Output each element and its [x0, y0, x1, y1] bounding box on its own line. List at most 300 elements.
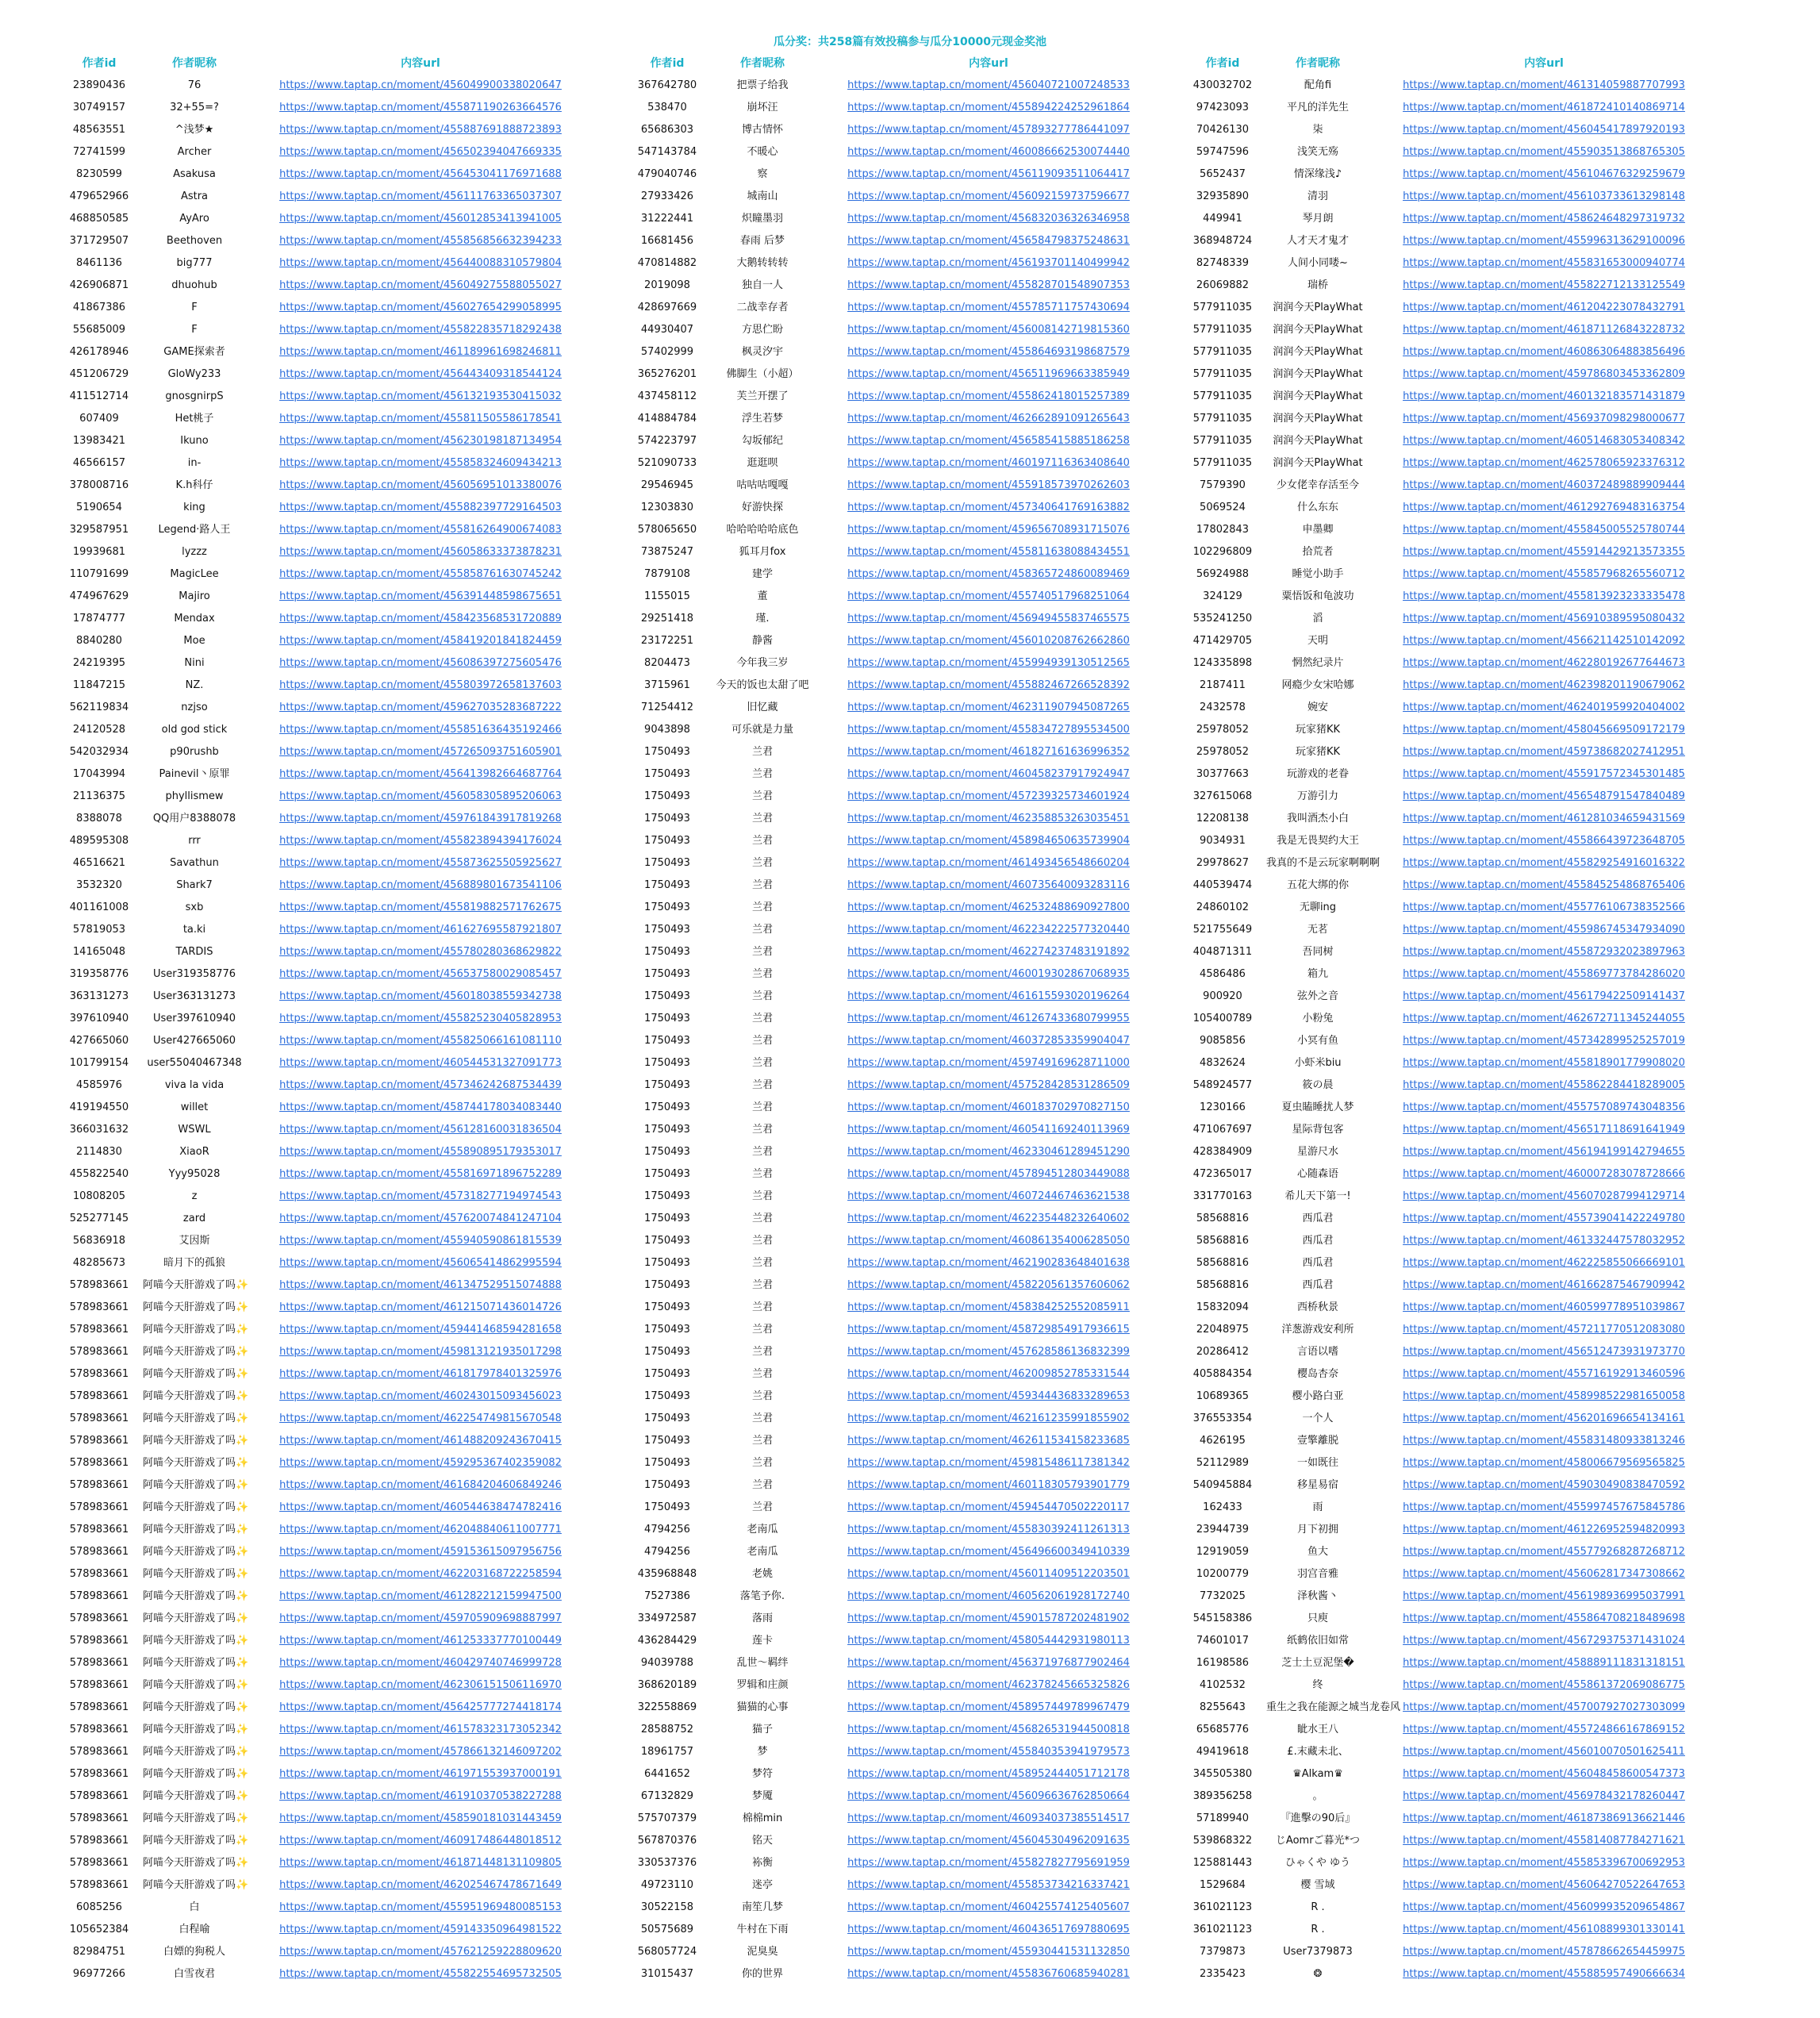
content-url-link[interactable]: https://www.taptap.cn/moment/459454470502220117	[847, 1501, 1130, 1513]
content-url-link[interactable]: https://www.taptap.cn/moment/455918573970262603	[847, 479, 1130, 491]
content-url-link[interactable]: https://www.taptap.cn/moment/458889111831318151	[1403, 1657, 1685, 1669]
content-url-link[interactable]: https://www.taptap.cn/moment/460861354006285050	[847, 1235, 1130, 1247]
content-url-link[interactable]: https://www.taptap.cn/moment/462254749815670548	[279, 1413, 562, 1424]
content-url-link[interactable]: https://www.taptap.cn/moment/456064270522647653	[1403, 1879, 1685, 1891]
content-url-link[interactable]: https://www.taptap.cn/moment/456049275588055027	[279, 279, 562, 291]
content-url-link[interactable]: https://www.taptap.cn/moment/456045304962091635	[847, 1835, 1130, 1847]
content-url-link[interactable]: https://www.taptap.cn/moment/455996313629100096	[1403, 235, 1685, 247]
content-url-link[interactable]: https://www.taptap.cn/moment/455831653000940774	[1403, 257, 1685, 269]
content-url-link[interactable]: https://www.taptap.cn/moment/455834727895534500	[847, 724, 1130, 736]
content-url-link[interactable]: https://www.taptap.cn/moment/455882397729164503	[279, 502, 562, 513]
content-url-link[interactable]: https://www.taptap.cn/moment/458957449789967479	[847, 1701, 1130, 1713]
content-url-link[interactable]: https://www.taptap.cn/moment/461871448131109805	[279, 1857, 562, 1869]
content-url-link[interactable]: https://www.taptap.cn/moment/461578323173052342	[279, 1724, 562, 1735]
content-url-link[interactable]: https://www.taptap.cn/moment/456096636762850664	[847, 1790, 1130, 1802]
content-url-link[interactable]: https://www.taptap.cn/moment/459344436833289653	[847, 1390, 1130, 1402]
table-row	[624, 341, 1163, 363]
content-url-link[interactable]: https://www.taptap.cn/moment/455861372069086775	[1403, 1679, 1685, 1691]
content-url-link[interactable]: https://www.taptap.cn/moment/460019302867068935	[847, 968, 1130, 980]
content-url-link[interactable]: https://www.taptap.cn/moment/455825066161081110	[279, 1035, 562, 1047]
content-url-link[interactable]: https://www.taptap.cn/moment/455856856632394233	[279, 235, 562, 247]
content-url-link[interactable]: https://www.taptap.cn/moment/455917572345301485	[1403, 768, 1685, 780]
content-url-link[interactable]: https://www.taptap.cn/moment/460132183571431879	[1403, 390, 1685, 402]
content-url-link[interactable]: https://www.taptap.cn/moment/455853396700692953	[1403, 1857, 1685, 1869]
content-url-link[interactable]: https://www.taptap.cn/moment/461215071436014726	[279, 1301, 562, 1313]
content-url-link[interactable]: https://www.taptap.cn/moment/456443409318544124	[279, 368, 562, 380]
content-url-link[interactable]: https://www.taptap.cn/moment/458045669509172179	[1403, 724, 1685, 736]
content-url-link[interactable]: https://www.taptap.cn/moment/456832036326346958	[847, 213, 1130, 225]
content-url-link[interactable]: https://www.taptap.cn/moment/457620074841247104	[279, 1213, 562, 1224]
content-url-link[interactable]: https://www.taptap.cn/moment/460863064883856496	[1403, 346, 1685, 358]
content-url-link[interactable]: https://www.taptap.cn/moment/460735640093283116	[847, 879, 1130, 891]
content-url-link[interactable]: https://www.taptap.cn/moment/459738682027412951	[1403, 746, 1685, 758]
content-url-link[interactable]: https://www.taptap.cn/moment/455997457675845786	[1403, 1501, 1685, 1513]
content-url-link[interactable]: https://www.taptap.cn/moment/457342899525257019	[1403, 1035, 1685, 1047]
content-url-link[interactable]: https://www.taptap.cn/moment/461873869136621446	[1403, 1812, 1685, 1824]
author-nick-cell: p90rushb	[170, 746, 219, 758]
content-url-link[interactable]: https://www.taptap.cn/moment/458952444051712178	[847, 1768, 1130, 1780]
author-id-cell: 65686303	[640, 124, 694, 136]
content-url-link[interactable]: https://www.taptap.cn/moment/460425574125405607	[847, 1901, 1130, 1913]
content-url-link[interactable]: https://www.taptap.cn/moment/458423568531720889	[279, 613, 562, 625]
content-url-link[interactable]: https://www.taptap.cn/moment/458729854917936615	[847, 1324, 1130, 1336]
content-url-link[interactable]: https://www.taptap.cn/moment/455882467266528392	[847, 679, 1130, 691]
content-url-link[interactable]: https://www.taptap.cn/moment/456018038559342738	[279, 990, 562, 1002]
content-url-link[interactable]: https://www.taptap.cn/moment/458006679569565825	[1403, 1457, 1685, 1469]
content-url-link[interactable]: https://www.taptap.cn/moment/456193701140499942	[847, 257, 1130, 269]
content-url-link[interactable]: https://www.taptap.cn/moment/460599778951039867	[1403, 1301, 1685, 1313]
content-url-link[interactable]: https://www.taptap.cn/moment/461971553937000191	[279, 1768, 562, 1780]
content-url-link[interactable]: https://www.taptap.cn/moment/462048840611007771	[279, 1524, 562, 1536]
content-url-link[interactable]: https://www.taptap.cn/moment/455830392411261313	[847, 1524, 1130, 1536]
content-url-link[interactable]: https://www.taptap.cn/moment/459656708931715076	[847, 524, 1130, 536]
author-nick-cell: GAME探索者	[163, 346, 225, 358]
content-url-link[interactable]: https://www.taptap.cn/moment/455803972658137603	[279, 679, 562, 691]
content-url-link[interactable]: https://www.taptap.cn/moment/462578065923376312	[1403, 457, 1685, 469]
content-url-link[interactable]: https://www.taptap.cn/moment/455858324609434213	[279, 457, 562, 469]
content-url-link[interactable]: https://www.taptap.cn/moment/462378245665325826	[847, 1679, 1130, 1691]
content-url-link[interactable]: https://www.taptap.cn/moment/455869773784286020	[1403, 968, 1685, 980]
content-url-link[interactable]: https://www.taptap.cn/moment/456496600349410339	[847, 1546, 1130, 1558]
content-url-link[interactable]: https://www.taptap.cn/moment/459143350964981522	[279, 1924, 562, 1935]
content-url-link[interactable]: https://www.taptap.cn/moment/459295367402359082	[279, 1457, 562, 1469]
content-url-link[interactable]: https://www.taptap.cn/moment/459627035283687222	[279, 701, 562, 713]
content-url-link[interactable]: https://www.taptap.cn/moment/455836760685940281	[847, 1968, 1130, 1980]
content-url-link[interactable]: https://www.taptap.cn/moment/457893277786441097	[847, 124, 1130, 136]
content-url-link[interactable]: https://www.taptap.cn/moment/456027654299058995	[279, 302, 562, 313]
content-url-link[interactable]: https://www.taptap.cn/moment/456201696654134161	[1403, 1413, 1685, 1424]
content-url-link[interactable]: https://www.taptap.cn/moment/456010070501625411	[1403, 1746, 1685, 1758]
content-url-link[interactable]: https://www.taptap.cn/moment/460562061928172740	[847, 1590, 1130, 1602]
content-url-link[interactable]: https://www.taptap.cn/moment/460917486448018512	[279, 1835, 562, 1847]
content-url-link[interactable]: https://www.taptap.cn/moment/455816971896752289	[279, 1168, 562, 1180]
content-url-link[interactable]: https://www.taptap.cn/moment/456048458600547373	[1403, 1768, 1685, 1780]
content-url-link[interactable]: https://www.taptap.cn/moment/456045417897920193	[1403, 124, 1685, 136]
content-url-link[interactable]: https://www.taptap.cn/moment/455845254868765406	[1403, 879, 1685, 891]
content-url-link[interactable]: https://www.taptap.cn/moment/456119093511064417	[847, 168, 1130, 180]
content-url-link[interactable]: https://www.taptap.cn/moment/456058633373878231	[279, 546, 562, 558]
content-url-link[interactable]: https://www.taptap.cn/moment/457007927027303099	[1403, 1701, 1685, 1713]
content-url-link[interactable]: https://www.taptap.cn/moment/456511969663385949	[847, 368, 1130, 380]
content-url-link[interactable]: https://www.taptap.cn/moment/460243015093456023	[279, 1390, 562, 1402]
content-url-link[interactable]: https://www.taptap.cn/moment/459015787202481902	[847, 1612, 1130, 1624]
content-url-link[interactable]: https://www.taptap.cn/moment/457621259228809620	[279, 1946, 562, 1958]
content-url-link[interactable]: https://www.taptap.cn/moment/457211770512083080	[1403, 1324, 1685, 1336]
content-url-link[interactable]: https://www.taptap.cn/moment/461488209243670415	[279, 1435, 562, 1447]
content-url-link[interactable]: https://www.taptap.cn/moment/460007283078728666	[1403, 1168, 1685, 1180]
content-url-link[interactable]: https://www.taptap.cn/moment/460724467463621538	[847, 1190, 1130, 1202]
content-url-link[interactable]: https://www.taptap.cn/moment/457318277194974543	[279, 1190, 562, 1202]
content-url-link[interactable]: https://www.taptap.cn/moment/457628586136832399	[847, 1346, 1130, 1358]
content-url-link[interactable]: https://www.taptap.cn/moment/456910389595080432	[1403, 613, 1685, 625]
content-url-link[interactable]: https://www.taptap.cn/moment/455822835718292438	[279, 324, 562, 336]
content-url-link[interactable]: https://www.taptap.cn/moment/462330461289451290	[847, 1146, 1130, 1158]
author-id-cell: 578983661	[69, 1524, 129, 1536]
content-url-link[interactable]: https://www.taptap.cn/moment/455840353941979573	[847, 1746, 1130, 1758]
content-url-link[interactable]: https://www.taptap.cn/moment/462203168722258594	[279, 1568, 562, 1580]
content-url-link[interactable]: https://www.taptap.cn/moment/460372489889909444	[1403, 479, 1685, 491]
content-url-link[interactable]: https://www.taptap.cn/moment/455822554695732505	[279, 1968, 562, 1980]
content-url-cell	[246, 497, 595, 519]
content-url-link[interactable]: https://www.taptap.cn/moment/457239325734601924	[847, 790, 1130, 802]
content-url-link[interactable]: https://www.taptap.cn/moment/455994939130512565	[847, 657, 1130, 669]
content-url-link[interactable]: https://www.taptap.cn/moment/456008142719815360	[847, 324, 1130, 336]
content-url-link[interactable]: https://www.taptap.cn/moment/461267433680799955	[847, 1013, 1130, 1024]
author-nick-cell: 今年我三岁	[736, 657, 789, 669]
content-url-link[interactable]: https://www.taptap.cn/moment/456012853413941005	[279, 213, 562, 225]
content-url-link[interactable]: https://www.taptap.cn/moment/455827827795691959	[847, 1857, 1130, 1869]
content-url-link[interactable]: https://www.taptap.cn/moment/456889801673541106	[279, 879, 562, 891]
content-url-link[interactable]: https://www.taptap.cn/moment/459441468594281658	[279, 1324, 562, 1336]
content-url-link[interactable]: https://www.taptap.cn/moment/456425777274418174	[279, 1701, 562, 1713]
author-nick-cell: ta.ki	[182, 924, 206, 936]
content-url-cell	[814, 1008, 1163, 1030]
content-url-link[interactable]: https://www.taptap.cn/moment/455903513868765305	[1403, 146, 1685, 158]
content-url-link[interactable]: https://www.taptap.cn/moment/456065414862995594	[279, 1257, 562, 1269]
table-row	[56, 1074, 595, 1097]
content-url-link[interactable]: https://www.taptap.cn/moment/455780280368629822	[279, 946, 562, 958]
content-url-link[interactable]: https://www.taptap.cn/moment/461314059887707993	[1403, 79, 1685, 91]
content-url-link[interactable]: https://www.taptap.cn/moment/459030490838470592	[1403, 1479, 1685, 1491]
table-row	[624, 163, 1163, 186]
content-url-link[interactable]: https://www.taptap.cn/moment/462532488690927800	[847, 901, 1130, 913]
content-url-link[interactable]: https://www.taptap.cn/moment/455818901779908020	[1403, 1057, 1685, 1069]
content-url-cell	[246, 586, 595, 608]
content-url-link[interactable]: https://www.taptap.cn/moment/455885957490666634	[1403, 1968, 1685, 1980]
content-url-link[interactable]: https://www.taptap.cn/moment/456391448598675651	[279, 590, 562, 602]
content-url-link[interactable]: https://www.taptap.cn/moment/456040721007248533	[847, 79, 1130, 91]
author-nick-cell: 言语以嗜	[1296, 1346, 1338, 1358]
content-url-link[interactable]: https://www.taptap.cn/moment/462358853263035451	[847, 813, 1130, 824]
content-url-link[interactable]: https://www.taptap.cn/moment/455887691888723893	[279, 124, 562, 136]
content-url-cell	[1369, 186, 1718, 208]
content-url-link[interactable]: https://www.taptap.cn/moment/462311907945087265	[847, 701, 1130, 713]
content-url-link[interactable]: https://www.taptap.cn/moment/455940590861815539	[279, 1235, 562, 1247]
content-url-link[interactable]: https://www.taptap.cn/moment/459153615097956756	[279, 1546, 562, 1558]
content-url-link[interactable]: https://www.taptap.cn/moment/456092159737596677	[847, 190, 1130, 202]
content-url-link[interactable]: https://www.taptap.cn/moment/456502394047669335	[279, 146, 562, 158]
content-url-cell	[1369, 430, 1718, 452]
content-url-link[interactable]: https://www.taptap.cn/moment/456937098298000677	[1403, 413, 1685, 425]
content-url-link[interactable]: https://www.taptap.cn/moment/457265093751605901	[279, 746, 562, 758]
content-url-link[interactable]: https://www.taptap.cn/moment/461226952594820993	[1403, 1524, 1685, 1536]
content-url-link[interactable]: https://www.taptap.cn/moment/460544638474782416	[279, 1501, 562, 1513]
author-id-cell: 578983661	[69, 1501, 129, 1513]
content-url-link[interactable]: https://www.taptap.cn/moment/461872410140869714	[1403, 102, 1685, 113]
table-row	[56, 1363, 595, 1386]
table-row	[56, 1230, 595, 1252]
content-url-link[interactable]: https://www.taptap.cn/moment/462398201190679062	[1403, 679, 1685, 691]
content-url-link[interactable]: https://www.taptap.cn/moment/456132193530415032	[279, 390, 562, 402]
content-url-link[interactable]: https://www.taptap.cn/moment/460197116363408640	[847, 457, 1130, 469]
content-url-link[interactable]: https://www.taptap.cn/moment/455822712133125549	[1403, 279, 1685, 291]
content-url-cell	[814, 1874, 1163, 1897]
content-url-link[interactable]: https://www.taptap.cn/moment/461292769483163754	[1403, 502, 1685, 513]
content-url-link[interactable]: https://www.taptap.cn/moment/460086662530074440	[847, 146, 1130, 158]
content-url-link[interactable]: https://www.taptap.cn/moment/462025467478671649	[279, 1879, 562, 1891]
content-url-link[interactable]: https://www.taptap.cn/moment/461627695587921807	[279, 924, 562, 936]
content-url-link[interactable]: https://www.taptap.cn/moment/457866132146097202	[279, 1746, 562, 1758]
content-url-link[interactable]: https://www.taptap.cn/moment/459705909698887997	[279, 1612, 562, 1624]
content-url-link[interactable]: https://www.taptap.cn/moment/460118305793901779	[847, 1479, 1130, 1491]
content-url-link[interactable]: https://www.taptap.cn/moment/460934037385514517	[847, 1812, 1130, 1824]
content-url-link[interactable]: https://www.taptap.cn/moment/455871190263664576	[279, 102, 562, 113]
content-url-link[interactable]: https://www.taptap.cn/moment/457878662654459975	[1403, 1946, 1685, 1958]
content-url-link[interactable]: https://www.taptap.cn/moment/462225855066669101	[1403, 1257, 1685, 1269]
content-url-link[interactable]: https://www.taptap.cn/moment/456548791547840489	[1403, 790, 1685, 802]
content-url-link[interactable]: https://www.taptap.cn/moment/456070287994129714	[1403, 1190, 1685, 1202]
author-nick-cell: 小虾米biu	[1294, 1057, 1342, 1069]
content-url-link[interactable]: https://www.taptap.cn/moment/456058305895206063	[279, 790, 562, 802]
content-url-link[interactable]: https://www.taptap.cn/moment/461347529515074888	[279, 1279, 562, 1291]
content-url-cell	[1369, 1363, 1718, 1386]
content-url-cell	[246, 652, 595, 675]
content-url-link[interactable]: https://www.taptap.cn/moment/457346242687534439	[279, 1079, 562, 1091]
content-url-link[interactable]: https://www.taptap.cn/moment/456537580029085457	[279, 968, 562, 980]
content-url-link[interactable]: https://www.taptap.cn/moment/460183702970827150	[847, 1101, 1130, 1113]
content-url-link[interactable]: https://www.taptap.cn/moment/456049900338020647	[279, 79, 562, 91]
content-url-link[interactable]: https://www.taptap.cn/moment/462009852785331544	[847, 1368, 1130, 1380]
content-url-link[interactable]: https://www.taptap.cn/moment/455823894394176024	[279, 835, 562, 847]
content-url-cell	[246, 697, 595, 719]
content-url-link[interactable]: https://www.taptap.cn/moment/455914429213573355	[1403, 546, 1685, 558]
content-url-link[interactable]: https://www.taptap.cn/moment/461684204606849246	[279, 1479, 562, 1491]
content-url-link[interactable]: https://www.taptap.cn/moment/455814087784271621	[1403, 1835, 1685, 1847]
content-url-link[interactable]: https://www.taptap.cn/moment/456128160031836504	[279, 1124, 562, 1136]
content-url-link[interactable]: https://www.taptap.cn/moment/455813923233335478	[1403, 590, 1685, 602]
content-url-link[interactable]: https://www.taptap.cn/moment/456621142510142092	[1403, 635, 1685, 647]
content-url-link[interactable]: https://www.taptap.cn/moment/460436517697880695	[847, 1924, 1130, 1935]
content-url-link[interactable]: https://www.taptap.cn/moment/459786803453362809	[1403, 368, 1685, 380]
content-url-link[interactable]: https://www.taptap.cn/moment/455811505586178541	[279, 413, 562, 425]
content-url-link[interactable]: https://www.taptap.cn/moment/456729375371431024	[1403, 1635, 1685, 1647]
content-url-link[interactable]: https://www.taptap.cn/moment/457340641769163882	[847, 502, 1130, 513]
content-url-cell	[246, 163, 595, 186]
content-url-link[interactable]: https://www.taptap.cn/moment/460429740746999728	[279, 1657, 562, 1669]
content-url-link[interactable]: https://www.taptap.cn/moment/455851636435192466	[279, 724, 562, 736]
author-id-cell: 23944739	[1196, 1524, 1250, 1536]
content-url-link[interactable]: https://www.taptap.cn/moment/455819882571762675	[279, 901, 562, 913]
author-id-cell: 361021123	[1192, 1924, 1253, 1935]
content-url-link[interactable]: https://www.taptap.cn/moment/458590181031443459	[279, 1812, 562, 1824]
content-url-link[interactable]: https://www.taptap.cn/moment/455866439723648705	[1403, 835, 1685, 847]
content-url-cell	[246, 275, 595, 297]
content-url-link[interactable]: https://www.taptap.cn/moment/458984650635739904	[847, 835, 1130, 847]
content-url-link[interactable]: https://www.taptap.cn/moment/462611534158233685	[847, 1435, 1130, 1447]
author-nick-cell: 羽宫音雅	[1296, 1568, 1338, 1580]
content-url-link[interactable]: https://www.taptap.cn/moment/456413982664687764	[279, 768, 562, 780]
content-url-link[interactable]: https://www.taptap.cn/moment/461910370538227288	[279, 1790, 562, 1802]
content-url-link[interactable]: https://www.taptap.cn/moment/455828701548907353	[847, 279, 1130, 291]
content-url-link[interactable]: https://www.taptap.cn/moment/455779268287268712	[1403, 1546, 1685, 1558]
content-url-link[interactable]: https://www.taptap.cn/moment/456111763365037307	[279, 190, 562, 202]
content-url-link[interactable]: https://www.taptap.cn/moment/458220561357606062	[847, 1279, 1130, 1291]
content-url-link[interactable]: https://www.taptap.cn/moment/457894512803449088	[847, 1168, 1130, 1180]
content-url-link[interactable]: https://www.taptap.cn/moment/462401959920404002	[1403, 701, 1685, 713]
content-url-link[interactable]: https://www.taptap.cn/moment/458744178034083440	[279, 1101, 562, 1113]
content-url-link[interactable]: https://www.taptap.cn/moment/461189961698246811	[279, 346, 562, 358]
content-url-link[interactable]: https://www.taptap.cn/moment/461615593020196264	[847, 990, 1130, 1002]
content-url-cell	[1369, 1430, 1718, 1452]
content-url-link[interactable]: https://www.taptap.cn/moment/459813121935017298	[279, 1346, 562, 1358]
content-url-link[interactable]: https://www.taptap.cn/moment/455829254916016322	[1403, 857, 1685, 869]
content-url-cell	[246, 1563, 595, 1586]
content-url-link[interactable]: https://www.taptap.cn/moment/461253337770100449	[279, 1635, 562, 1647]
content-url-cell	[246, 230, 595, 252]
content-url-link[interactable]: https://www.taptap.cn/moment/458624648297319732	[1403, 213, 1685, 225]
content-url-link[interactable]: https://www.taptap.cn/moment/455862418015257389	[847, 390, 1130, 402]
content-url-link[interactable]: https://www.taptap.cn/moment/459815486117381342	[847, 1457, 1130, 1469]
content-url-link[interactable]: https://www.taptap.cn/moment/461827161636996352	[847, 746, 1130, 758]
content-url-link[interactable]: https://www.taptap.cn/moment/456099935209654867	[1403, 1901, 1685, 1913]
table-row	[1179, 830, 1718, 852]
content-url-link[interactable]: https://www.taptap.cn/moment/456011409512203501	[847, 1568, 1130, 1580]
content-url-link[interactable]: https://www.taptap.cn/moment/456978432178260447	[1403, 1790, 1685, 1802]
content-url-link[interactable]: https://www.taptap.cn/moment/455872932023897963	[1403, 946, 1685, 958]
content-url-link[interactable]: https://www.taptap.cn/moment/456103733613298148	[1403, 190, 1685, 202]
author-nick-cell: 兰君	[751, 1035, 773, 1047]
content-url-link[interactable]: https://www.taptap.cn/moment/461281034659431569	[1403, 813, 1685, 824]
content-url-link[interactable]: https://www.taptap.cn/moment/456585415885186258	[847, 435, 1130, 447]
content-url-cell	[814, 675, 1163, 697]
content-url-link[interactable]: https://www.taptap.cn/moment/456584798375248631	[847, 235, 1130, 247]
content-url-link[interactable]: https://www.taptap.cn/moment/455858761630745242	[279, 568, 562, 580]
content-url-link[interactable]: https://www.taptap.cn/moment/455831480933813246	[1403, 1435, 1685, 1447]
content-url-link[interactable]: https://www.taptap.cn/moment/455825230405828953	[279, 1013, 562, 1024]
content-url-link[interactable]: https://www.taptap.cn/moment/456512473931973770	[1403, 1346, 1685, 1358]
content-url-link[interactable]: https://www.taptap.cn/moment/462662891091265643	[847, 413, 1130, 425]
content-url-link[interactable]: https://www.taptap.cn/moment/460544531327091773	[279, 1057, 562, 1069]
content-url-link[interactable]: https://www.taptap.cn/moment/455739041422249780	[1403, 1213, 1685, 1224]
content-url-link[interactable]: https://www.taptap.cn/moment/458419201841824459	[279, 635, 562, 647]
content-url-link[interactable]: https://www.taptap.cn/moment/456198936995037991	[1403, 1590, 1685, 1602]
table-row	[624, 319, 1163, 341]
table-row	[624, 808, 1163, 830]
content-url-link[interactable]: https://www.taptap.cn/moment/460458237917924947	[847, 768, 1130, 780]
content-url-link[interactable]: https://www.taptap.cn/moment/455930441531132850	[847, 1946, 1130, 1958]
content-url-link[interactable]: https://www.taptap.cn/moment/455894224252961864	[847, 102, 1130, 113]
content-url-link[interactable]: https://www.taptap.cn/moment/460514683053408342	[1403, 435, 1685, 447]
content-url-link[interactable]: https://www.taptap.cn/moment/456108899301330141	[1403, 1924, 1685, 1935]
content-url-link[interactable]: https://www.taptap.cn/moment/461282212159947500	[279, 1590, 562, 1602]
content-url-link[interactable]: https://www.taptap.cn/moment/462190283648401638	[847, 1257, 1130, 1269]
content-url-link[interactable]: https://www.taptap.cn/moment/455864693198687579	[847, 346, 1130, 358]
content-url-link[interactable]: https://www.taptap.cn/moment/455776106738352566	[1403, 901, 1685, 913]
content-url-link[interactable]: https://www.taptap.cn/moment/455785711757430694	[847, 302, 1130, 313]
content-url-link[interactable]: https://www.taptap.cn/moment/456179422509141437	[1403, 990, 1685, 1002]
content-url-link[interactable]: https://www.taptap.cn/moment/461493456548660204	[847, 857, 1130, 869]
content-url-link[interactable]: https://www.taptap.cn/moment/456010208762662860	[847, 635, 1130, 647]
content-url-link[interactable]: https://www.taptap.cn/moment/455986745347934090	[1403, 924, 1685, 936]
content-url-link[interactable]: https://www.taptap.cn/moment/462234222577320440	[847, 924, 1130, 936]
content-url-link[interactable]: https://www.taptap.cn/moment/456517118691641949	[1403, 1124, 1685, 1136]
content-url-link[interactable]: https://www.taptap.cn/moment/455811638088434551	[847, 546, 1130, 558]
content-url-link[interactable]: https://www.taptap.cn/moment/461871126843228732	[1403, 324, 1685, 336]
content-url-link[interactable]: https://www.taptap.cn/moment/455864708218489698	[1403, 1612, 1685, 1624]
content-url-link[interactable]: https://www.taptap.cn/moment/455951969480085153	[279, 1901, 562, 1913]
content-url-link[interactable]: https://www.taptap.cn/moment/460541169240113969	[847, 1124, 1130, 1136]
content-url-link[interactable]: https://www.taptap.cn/moment/462306151506116970	[279, 1679, 562, 1691]
content-url-link[interactable]: https://www.taptap.cn/moment/455757089743048356	[1403, 1101, 1685, 1113]
content-url-link[interactable]: https://www.taptap.cn/moment/461817978401325976	[279, 1368, 562, 1380]
content-url-link[interactable]: https://www.taptap.cn/moment/455716192913460596	[1403, 1368, 1685, 1380]
content-url-link[interactable]: https://www.taptap.cn/moment/455890895179353017	[279, 1146, 562, 1158]
content-url-link[interactable]: https://www.taptap.cn/moment/456826531944500818	[847, 1724, 1130, 1735]
content-url-link[interactable]: https://www.taptap.cn/moment/456230198187134954	[279, 435, 562, 447]
content-url-link[interactable]: https://www.taptap.cn/moment/455740517968251064	[847, 590, 1130, 602]
content-url-link[interactable]: https://www.taptap.cn/moment/456086397275605476	[279, 657, 562, 669]
content-url-link[interactable]: https://www.taptap.cn/moment/462161235991855902	[847, 1413, 1130, 1424]
content-url-link[interactable]: https://www.taptap.cn/moment/458365724860089469	[847, 568, 1130, 580]
content-url-cell	[1369, 1541, 1718, 1563]
content-url-link[interactable]: https://www.taptap.cn/moment/462672711345244055	[1403, 1013, 1685, 1024]
content-url-link[interactable]: https://www.taptap.cn/moment/456453041176971688	[279, 168, 562, 180]
content-url-link[interactable]: https://www.taptap.cn/moment/458998522981650058	[1403, 1390, 1685, 1402]
content-url-link[interactable]: https://www.taptap.cn/moment/455845005525780744	[1403, 524, 1685, 536]
content-url-link[interactable]: https://www.taptap.cn/moment/459761843917819268	[279, 813, 562, 824]
content-url-link[interactable]: https://www.taptap.cn/moment/456056951013380076	[279, 479, 562, 491]
content-url-link[interactable]: https://www.taptap.cn/moment/462274237483191892	[847, 946, 1130, 958]
author-id-cell: 367642780	[637, 79, 697, 91]
content-url-link[interactable]: https://www.taptap.cn/moment/455853734216337421	[847, 1879, 1130, 1891]
content-url-link[interactable]: https://www.taptap.cn/moment/461332447578032952	[1403, 1235, 1685, 1247]
content-url-link[interactable]: https://www.taptap.cn/moment/461662875467909942	[1403, 1279, 1685, 1291]
content-url-link[interactable]: https://www.taptap.cn/moment/455724866167869152	[1403, 1724, 1685, 1735]
content-url-link[interactable]: https://www.taptap.cn/moment/456062817347308662	[1403, 1568, 1685, 1580]
content-url-cell	[1369, 1874, 1718, 1897]
author-id-cell: 57819053	[72, 924, 126, 936]
content-url-link[interactable]: https://www.taptap.cn/moment/460372853359904047	[847, 1035, 1130, 1047]
content-url-link[interactable]: https://www.taptap.cn/moment/461204223078432791	[1403, 302, 1685, 313]
content-url-link[interactable]: https://www.taptap.cn/moment/456949455837465575	[847, 613, 1130, 625]
content-url-link[interactable]: https://www.taptap.cn/moment/455873625505925627	[279, 857, 562, 869]
content-url-link[interactable]: https://www.taptap.cn/moment/462235448232640602	[847, 1213, 1130, 1224]
content-url-link[interactable]: https://www.taptap.cn/moment/462280192677644673	[1403, 657, 1685, 669]
content-url-link[interactable]: https://www.taptap.cn/moment/456194199142794655	[1403, 1146, 1685, 1158]
content-url-link[interactable]: https://www.taptap.cn/moment/456104676329259679	[1403, 168, 1685, 180]
content-url-link[interactable]: https://www.taptap.cn/moment/456371976877902464	[847, 1657, 1130, 1669]
content-url-link[interactable]: https://www.taptap.cn/moment/458384252552085911	[847, 1301, 1130, 1313]
content-url-link[interactable]: https://www.taptap.cn/moment/455816264900674083	[279, 524, 562, 536]
content-url-link[interactable]: https://www.taptap.cn/moment/459749169628711000	[847, 1057, 1130, 1069]
author-nick-cell: 万游引力	[1296, 790, 1338, 802]
content-url-link[interactable]: https://www.taptap.cn/moment/455862284418289005	[1403, 1079, 1685, 1091]
author-nick-cell: willet	[180, 1101, 209, 1113]
content-url-link[interactable]: https://www.taptap.cn/moment/458054442931980113	[847, 1635, 1130, 1647]
content-url-link[interactable]: https://www.taptap.cn/moment/457528428531286509	[847, 1079, 1130, 1091]
content-url-link[interactable]: https://www.taptap.cn/moment/455857968265560712	[1403, 568, 1685, 580]
content-url-link[interactable]: https://www.taptap.cn/moment/456440088310579804	[279, 257, 562, 269]
